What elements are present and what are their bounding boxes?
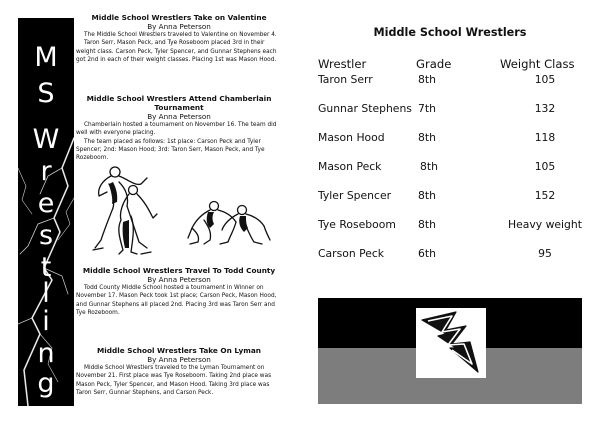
- lightning-bolt-icon: [416, 308, 486, 378]
- header-weight-class: Weight Class: [500, 57, 575, 71]
- article-paragraph: Chamberlain hosted a tournament on November 16. The team did well with everyone placing.: [76, 122, 277, 137]
- banner-letter: s: [38, 220, 54, 251]
- article-title: Middle School Wrestlers Take on Valentine: [91, 13, 267, 22]
- article-paragraph: Middle School Wrestlers traveled to the Lyman Tournament on November 21. First place was Tye Roseboom. Taking 2nd place was Mason Peck, Tyler Spencer, and Mason Hood. Taking 3rd place was Taron Serr, Gunnar Stephens, and Carson Peck.: [76, 365, 272, 396]
- article-title: Middle School Wrestlers Attend Chamberlain Tournament: [86, 94, 272, 112]
- roster-row: [318, 102, 590, 118]
- article-byline: By Anna Peterson: [147, 112, 211, 121]
- wrestlers-lift-illustration: [89, 162, 161, 258]
- roster-row: [318, 131, 590, 147]
- wrestler-weight-class: 105: [534, 73, 556, 86]
- wrestler-name: Tyler Spencer: [318, 189, 392, 202]
- wrestler-grade: 8th: [418, 73, 436, 86]
- wrestler-name: Carson Peck: [318, 247, 385, 260]
- roster-title: Middle School Wrestlers: [373, 26, 527, 39]
- banner-letter: n: [37, 338, 55, 369]
- wrestler-grade: 8th: [418, 218, 436, 231]
- header-grade: Grade: [416, 57, 452, 71]
- wrestler-weight-class: Heavy weight: [508, 218, 582, 231]
- banner-letter: g: [37, 368, 55, 399]
- ms-wrestling-banner: [18, 18, 74, 406]
- wrestler-weight-class: 95: [538, 247, 552, 260]
- roster-row: [318, 189, 590, 205]
- banner-letter: l: [42, 278, 50, 309]
- wrestler-weight-class: 105: [534, 160, 556, 173]
- article-byline: By Anna Peterson: [147, 355, 211, 364]
- wrestler-name: Gunnar Stephens: [318, 102, 412, 115]
- article-byline: By Anna Peterson: [147, 275, 211, 284]
- banner-letter: r: [40, 156, 52, 187]
- wrestler-grade: 7th: [418, 102, 436, 115]
- banner-letter: S: [37, 78, 55, 109]
- article-byline: By Anna Peterson: [147, 22, 211, 31]
- wrestler-weight-class: 152: [534, 189, 556, 202]
- wrestler-grade: 8th: [420, 160, 438, 173]
- wrestler-grade: 8th: [418, 189, 436, 202]
- article-todd-county: [76, 266, 282, 317]
- article-paragraph: Taron Serr, Mason Peck, and Tye Roseboom placed 3rd in their weight class. Carson Peck, Tyler Spencer, and Gunnar Stephens each got 2nd in each of their weight classes. Placing 1st was Mason Hood.: [76, 40, 277, 63]
- wrestlers-takedown-illustration: [184, 198, 272, 246]
- wrestler-name: Mason Hood: [318, 131, 385, 144]
- article-title: Middle School Wrestlers Travel To Todd County: [82, 266, 276, 275]
- banner-letter: t: [40, 252, 52, 283]
- roster-row: [318, 160, 590, 176]
- wrestler-grade: 8th: [418, 131, 436, 144]
- article-paragraph: The team placed as follows: 1st place: Carson Peck and Tyler Spencer; 2nd: Mason Hood; 3rd: Taron Serr, Mason Peck, and Tye Rozeboom.: [76, 138, 265, 162]
- team-logo-block: [318, 298, 582, 404]
- roster-row: [318, 218, 590, 234]
- banner-letter: W: [32, 124, 60, 155]
- roster-row: [318, 73, 590, 89]
- wrestler-weight-class: 118: [534, 131, 556, 144]
- banner-letter: i: [42, 306, 50, 337]
- roster-row: [318, 247, 590, 263]
- wrestler-weight-class: 132: [534, 102, 556, 115]
- article-paragraph: Todd County Middle School hosted a tournament in Winner on November 17. Mason Peck took 1st place; Carson Peck, Mason Hood, and Gunnar Stephens all placed 2nd. Placing 3rd was Taron Serr and Tye Rozeboom.: [76, 285, 277, 316]
- wrestler-grade: 6th: [418, 247, 436, 260]
- banner-letter: M: [34, 42, 58, 73]
- header-wrestler: Wrestler: [318, 57, 367, 71]
- right-page: [300, 0, 600, 424]
- article-valentine: [76, 13, 282, 64]
- article-title: Middle School Wrestlers Take On Lyman: [97, 346, 261, 355]
- banner-letter: e: [37, 188, 55, 219]
- article-paragraph: The Middle School Wrestlers traveled to Valentine on November 4.: [84, 32, 277, 38]
- logo-white-square: [416, 308, 486, 378]
- wrestler-name: Mason Peck: [318, 160, 382, 173]
- article-chamberlain: [76, 94, 282, 162]
- wrestler-name: Taron Serr: [318, 73, 373, 86]
- article-lyman: [76, 346, 282, 397]
- wrestler-name: Tye Roseboom: [318, 218, 396, 231]
